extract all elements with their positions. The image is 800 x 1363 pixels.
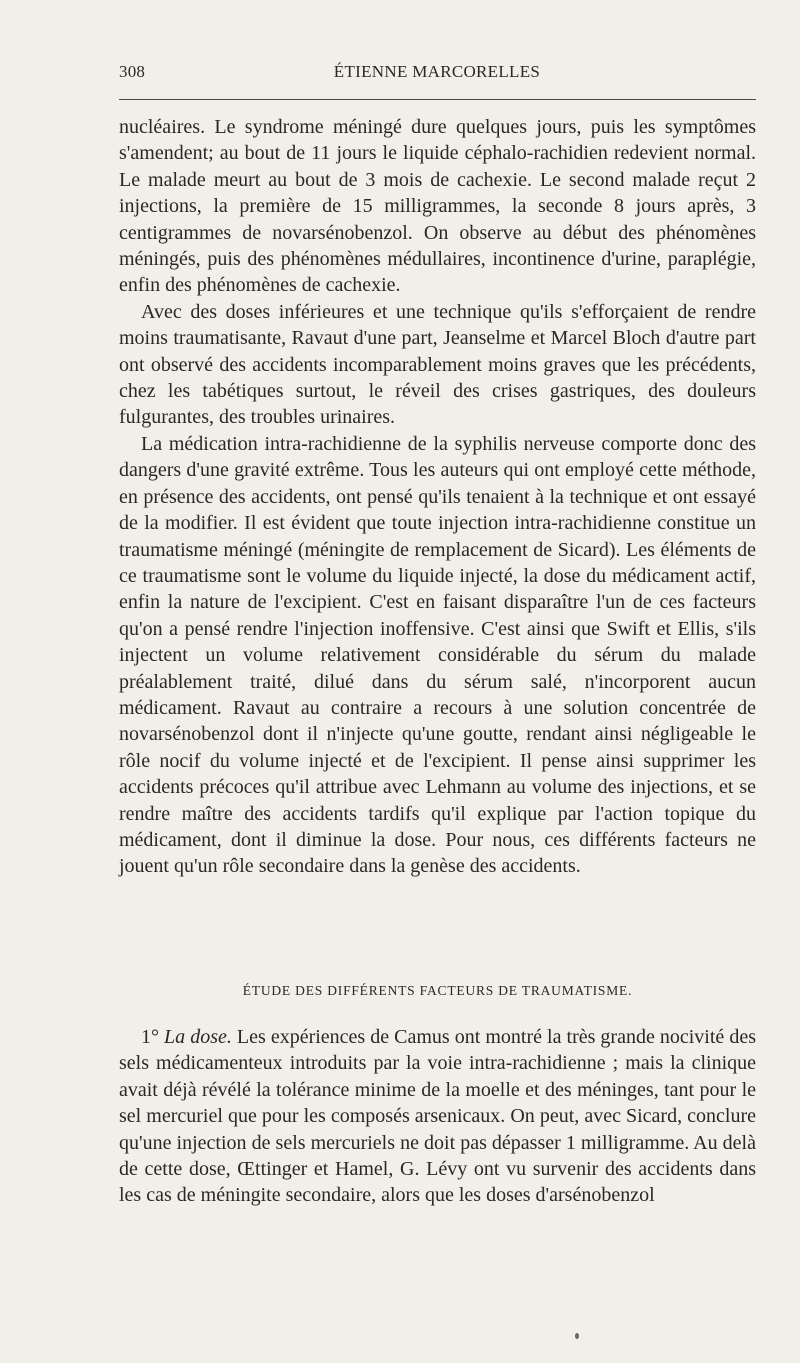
item-heading: La dose. xyxy=(164,1026,232,1048)
section-title: ÉTUDE DES DIFFÉRENTS FACTEURS DE TRAUMATISME. xyxy=(242,983,633,998)
page-header xyxy=(119,62,755,88)
header-rule xyxy=(119,99,756,100)
paragraph: Avec des doses inférieures et une technique qu'ils s'efforçaient de rendre moins traumatisante, Ravaut d'une part, Jeanselme et Marcel Bloch d'autre part ont observé des accidents incomparablement moins graves que les précédents, chez les tabétiques surtout, le réveil des crises gastriques, des douleurs fulgurantes, des troubles urinaires. xyxy=(119,300,756,429)
section-text xyxy=(119,1024,756,1209)
main-text xyxy=(119,114,756,880)
paragraph xyxy=(119,1024,756,1209)
item-text: Les expériences de Camus ont montré la très grande nocivité des sels médicamenteux introduits par la voie intra-rachidienne ; mais la clinique avait déjà révélé la tolérance minime de la moelle et des méninges, tant pour le sel mercuriel que pour les composés arsenicaux. On peut, avec Sicard, conclure qu'une injection de sels mercuriels ne doit pas dépasser 1 milligramme. Au delà de cette dose, Œttinger et Hamel, G. Lévy ont vu survenir des accidents dans les cas de méningite secondaire, alors que les doses d'arsénobenzol xyxy=(119,1026,756,1207)
running-head: ÉTIENNE MARCORELLES xyxy=(333,62,541,81)
paragraph: nucléaires. Le syndrome méningé dure quelques jours, puis les symptômes s'amendent; au bout de 11 jours le liquide céphalo-rachidien redevient normal. Le malade meurt au bout de 3 mois de cachexie. Le second malade reçut 2 injections, la première de 15 milligrammes, la seconde 8 jours après, 3 centigrammes de novarsénobenzol. On observe au début des phénomènes méningés, puis des phénomènes médullaires, incontinence d'urine, paraplégie, enfin des phénomènes de cachexie. xyxy=(119,116,756,297)
paragraph: La médication intra-rachidienne de la syphilis nerveuse comporte donc des dangers d'une gravité extrême. Tous les auteurs qui ont employé cette méthode, en présence des accidents, ont pensé qu'ils tenaient à la technique et ont essayé de la modifier. Il est évident que toute injection intra-rachidienne constitue un traumatisme méningé (méningite de remplacement de Sicard). Les éléments de ce traumatisme sont le volume du liquide injecté, la dose du médicament actif, enfin la nature de l'excipient. C'est en faisant disparaître l'un de ces facteurs qu'on a pensé rendre l'injection inoffensive. C'est ainsi que Swift et Ellis, s'ils injectent un volume relativement considérable du sérum du malade préalablement traité, dilué dans du sérum salé, n'incorporent aucun médicament. Ravaut au contraire a recours à une solution concentrée de novarsénobenzol dont il n'injecte qu'une goutte, rendant ainsi négligeable le rôle nocif du volume injecté et de l'excipient. Il pense ainsi supprimer les accidents précoces qu'il attribue avec Lehmann au volume des injections, et se rendre maître des accidents tardifs qu'il explique par l'action topique du médicament, dont il diminue la dose. Pour nous, ces différents facteurs ne jouent qu'un rôle secondaire dans la genèse des accidents. xyxy=(119,432,756,878)
ink-speck xyxy=(575,1333,579,1339)
item-number: 1° xyxy=(141,1026,159,1048)
page-number: 308 xyxy=(119,62,146,81)
